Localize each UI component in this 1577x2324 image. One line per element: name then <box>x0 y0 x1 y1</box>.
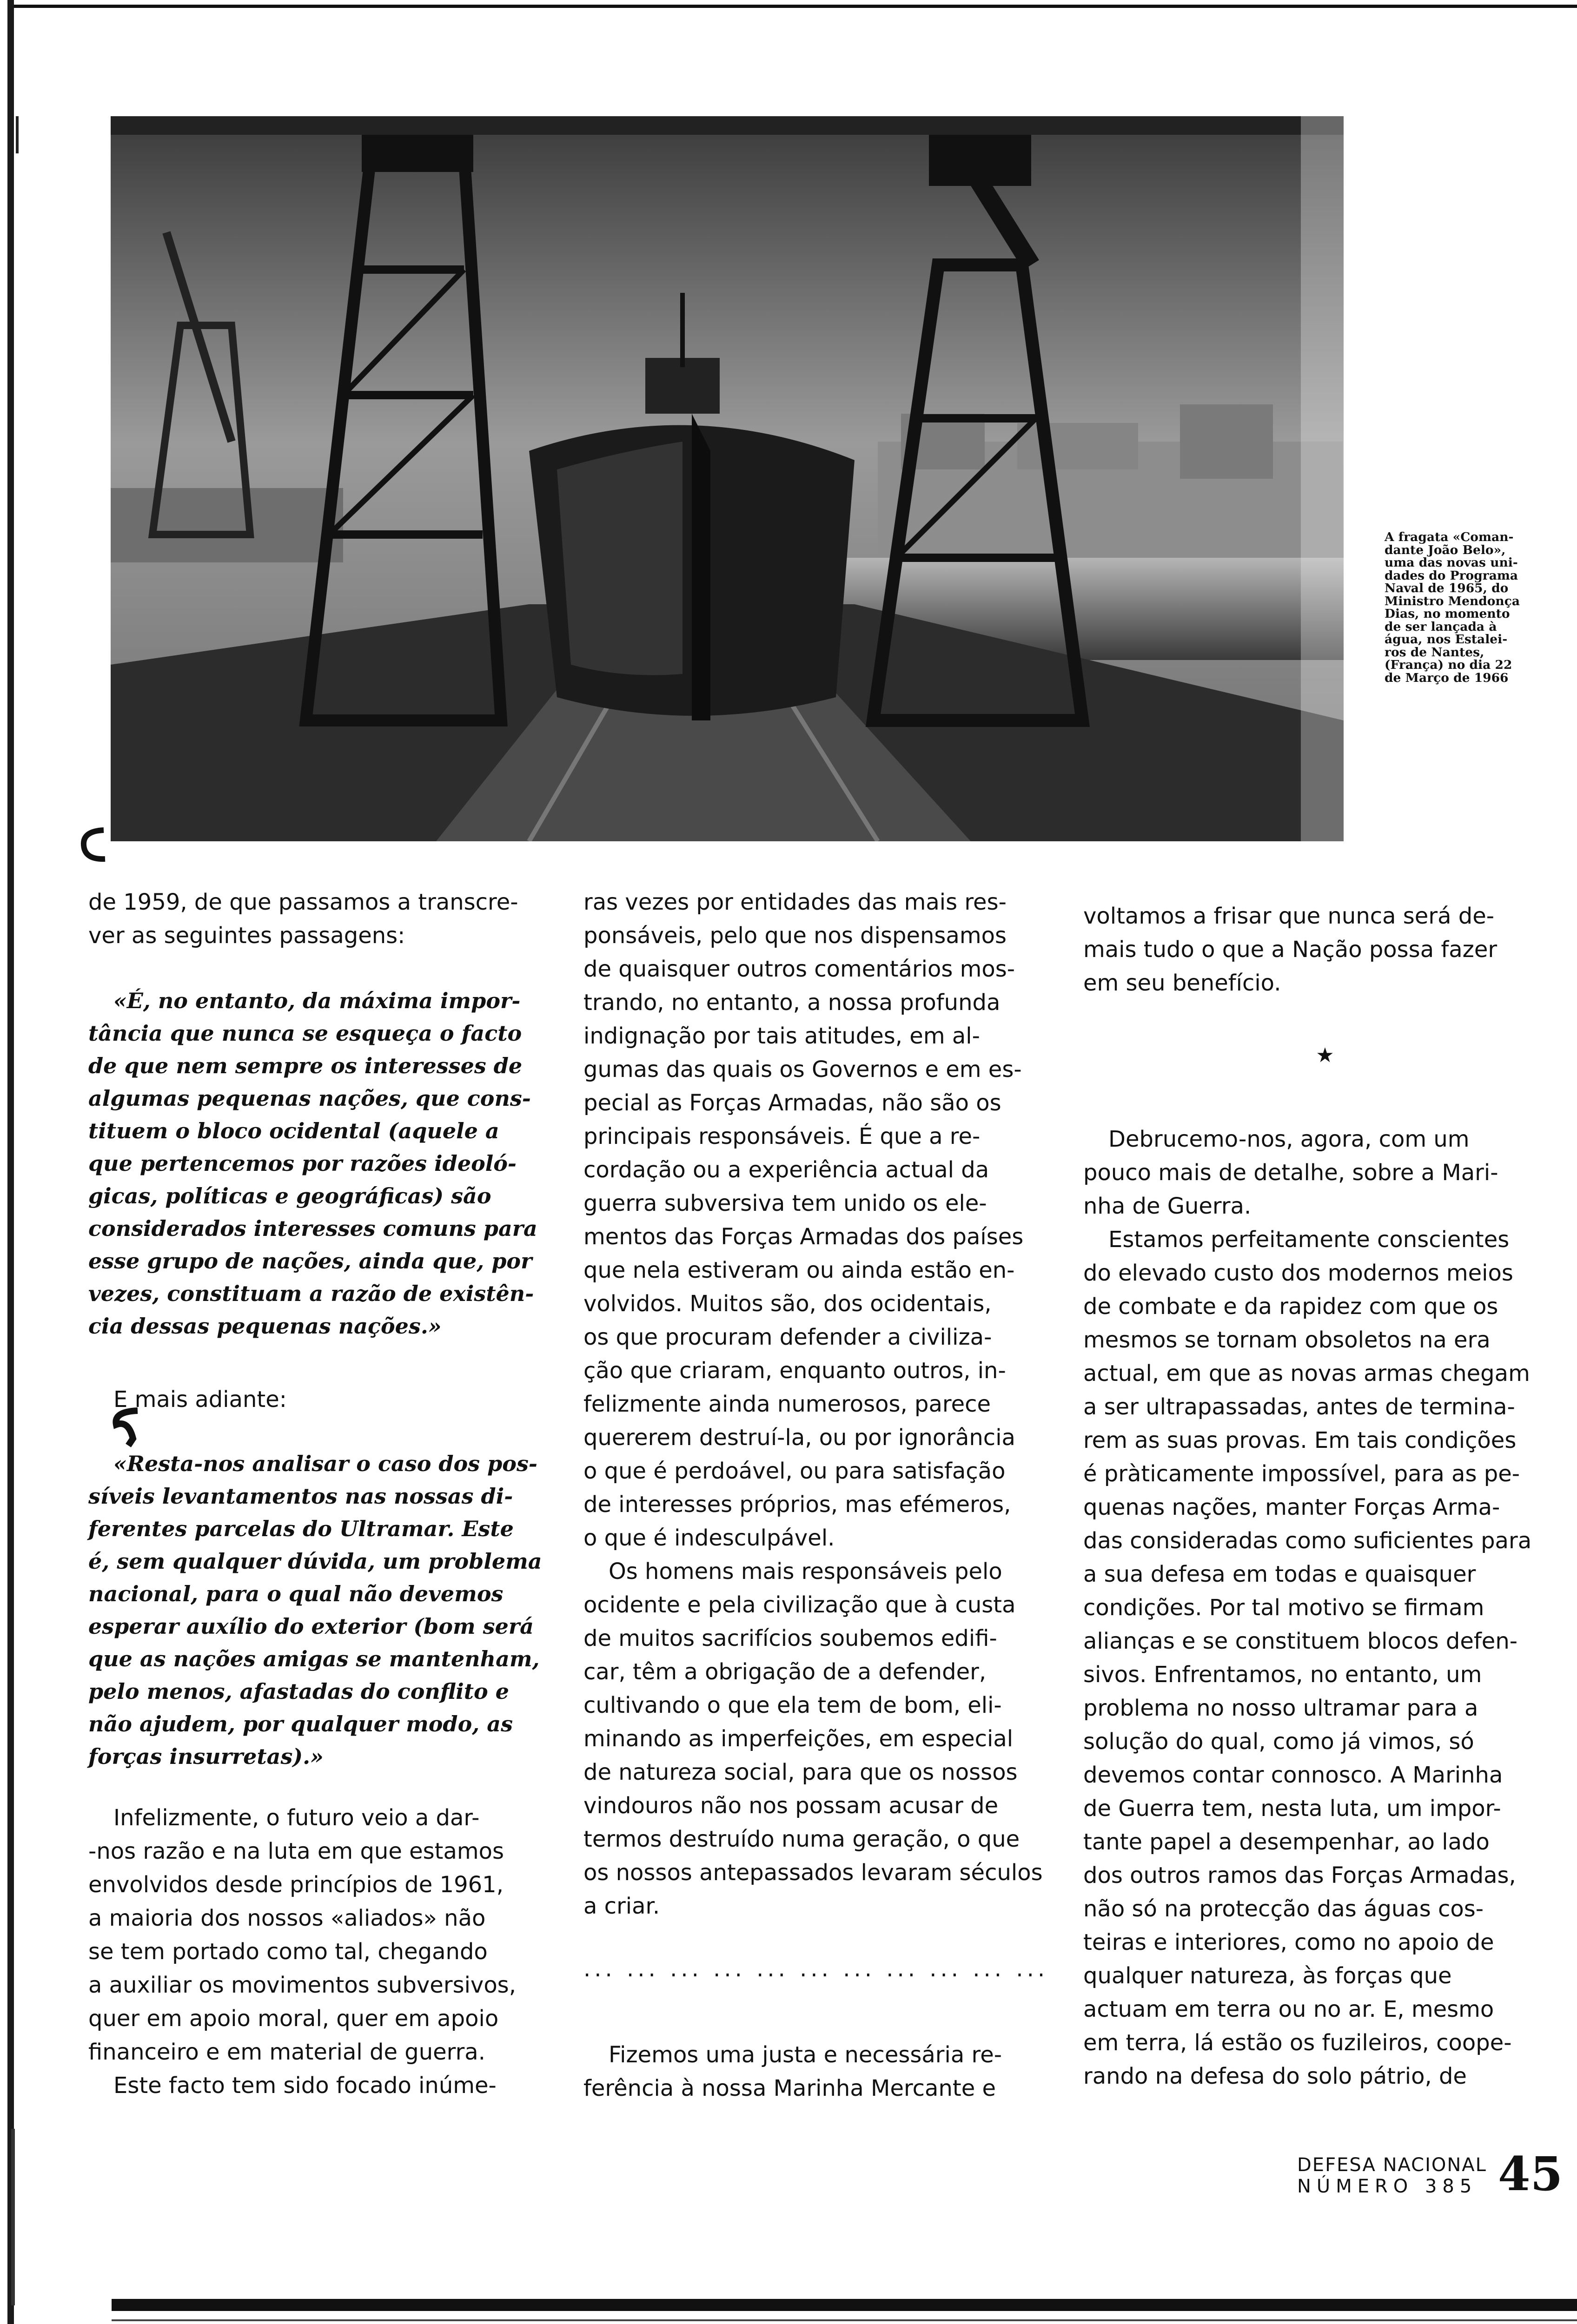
text-line: quer em apoio moral, quer em apoio <box>88 2006 499 2032</box>
text-column-1 <box>88 885 563 952</box>
text-line: é pràticamente impossível, para as pe- <box>1083 1461 1520 1487</box>
text-line: minando as imperfeições, em especial <box>583 1726 1014 1752</box>
text-line: de 1959, de que passamos a transcre- <box>88 889 518 915</box>
bottom-rule <box>112 2299 1577 2311</box>
text-line: car, têm a obrigação de a defender, <box>583 1659 987 1685</box>
text-line: sivos. Enfrentamos, no entanto, um <box>1083 1662 1482 1688</box>
text-line: trando, no entanto, a nossa profunda <box>583 990 1001 1016</box>
text-line: Estamos perfeitamente conscientes <box>1108 1227 1510 1253</box>
caption-line: Naval de 1965, do <box>1385 581 1509 595</box>
text-line: dos outros ramos das Forças Armadas, <box>1083 1862 1516 1888</box>
margin-mark-icon <box>78 826 111 864</box>
text-line: Fizemos uma justa e necessária re- <box>609 2042 1002 2068</box>
text-line: de Guerra tem, nesta luta, um impor- <box>1083 1796 1501 1822</box>
text-line: actuam em terra ou no ar. E, mesmo <box>1083 1996 1494 2022</box>
quote-line: vezes, constituam a razão de existên- <box>88 1281 534 1306</box>
text-line: quenas nações, manter Forças Arma- <box>1083 1494 1500 1520</box>
text-line: de muitos sacrifícios soubemos edifi- <box>583 1625 997 1651</box>
text-line: a ser ultrapassadas, antes de termina- <box>1083 1394 1515 1420</box>
text-line: a sua defesa em todas e quaisquer <box>1083 1561 1476 1587</box>
page-edge-mark <box>11 2129 15 2305</box>
text-line: cordação ou a experiência actual da <box>583 1157 989 1183</box>
quote-line: forças insurretas).» <box>88 1744 324 1769</box>
caption-line: Ministro Mendonça <box>1385 594 1520 608</box>
text-line: os que procuram defender a civiliza- <box>583 1324 992 1350</box>
text-line: pecial as Forças Armadas, não são os <box>583 1090 1001 1116</box>
text-line: tante papel a desempenhar, ao lado <box>1083 1829 1490 1855</box>
text-line: volvidos. Muitos são, dos ocidentais, <box>583 1291 992 1317</box>
text-line: mais tudo o que a Nação possa fazer <box>1083 937 1497 963</box>
text-column-1-final <box>88 1801 563 2102</box>
quote-line: pelo menos, afastadas do conflito e <box>88 1679 509 1704</box>
text-line: guerra subversiva tem unido os ele- <box>583 1190 987 1216</box>
quote-line: considerados interesses comuns para <box>88 1216 537 1241</box>
text-line: cultivando o que ela tem de bom, eli- <box>583 1692 1002 1718</box>
quote-line: algumas pequenas nações, que cons- <box>88 1086 531 1111</box>
quote-block-1 <box>88 984 563 1342</box>
text-line: rando na defesa do solo pátrio, de <box>1083 2063 1467 2089</box>
text-line: Debrucemo-nos, agora, com um <box>1108 1126 1470 1152</box>
text-line: ocidente e pela civilização que à custa <box>583 1592 1016 1618</box>
text-line: ras vezes por entidades das mais res- <box>583 889 1007 915</box>
text-line: Infelizmente, o futuro veio a dar- <box>113 1805 480 1831</box>
text-column-1-continued <box>88 1383 563 1416</box>
text-line: E mais adiante: <box>113 1386 287 1413</box>
quote-line: «Resta-nos analisar o caso dos pos- <box>113 1451 537 1476</box>
text-line: indignação por tais atitudes, em al- <box>583 1023 980 1049</box>
text-line: o que é perdoável, ou para satisfação <box>583 1458 1006 1484</box>
text-line: -nos razão e na luta em que estamos <box>88 1838 504 1864</box>
ellipsis-line: ... ... ... ... ... ... ... ... ... ... ... <box>583 1956 1049 1982</box>
text-line: do elevado custo dos modernos meios <box>1083 1260 1513 1286</box>
caption-line: de Março de 1966 <box>1385 670 1509 685</box>
quote-line: ferentes parcelas do Ultramar. Este <box>88 1516 514 1541</box>
bottom-rule-thin <box>112 2319 1577 2321</box>
page-edge-mark <box>16 116 19 153</box>
text-line: felizmente ainda numerosos, parece <box>583 1391 991 1417</box>
text-line: mesmos se tornam obsoletos na era <box>1083 1327 1491 1353</box>
caption-line: ros de Nantes, <box>1385 645 1484 660</box>
caption-line: Dias, no momento <box>1385 607 1510 621</box>
magazine-name: DEFESA NACIONAL <box>1297 2154 1487 2176</box>
issue-number: NÚMERO 385 <box>1297 2176 1478 2197</box>
quote-line: não ajudem, por qualquer modo, as <box>88 1711 513 1736</box>
page-number: 45 <box>1498 2146 1563 2201</box>
quote-line: cia dessas pequenas nações.» <box>88 1314 442 1339</box>
text-line: não só na protecção das águas cos- <box>1083 1896 1484 1922</box>
caption-line: A fragata «Coman- <box>1385 530 1514 544</box>
text-line: gumas das quais os Governos e em es- <box>583 1056 1022 1083</box>
quote-line: que pertencemos por razões ideoló- <box>88 1151 517 1176</box>
quote-line: síveis levantamentos nas nossas di- <box>88 1484 513 1509</box>
quote-block-2 <box>88 1447 563 1773</box>
page-edge-shadow <box>7 0 14 2324</box>
text-line: pouco mais de detalhe, sobre a Mari- <box>1083 1160 1498 1186</box>
text-line: os nossos antepassados levaram séculos <box>583 1860 1043 1886</box>
caption-line: de ser lançada à <box>1385 619 1497 634</box>
section-divider <box>1083 1039 1567 1072</box>
text-line: quererem destruí-la, ou por ignorância <box>583 1425 1015 1451</box>
page-footer <box>1297 2146 1563 2201</box>
text-line: actual, em que as novas armas chegam <box>1083 1360 1530 1386</box>
text-line: que nela estiveram ou ainda estão en- <box>583 1257 1015 1283</box>
quote-line: que as nações amigas se mantenham, <box>88 1646 540 1671</box>
quote-line: gicas, políticas e geográficas) são <box>88 1183 491 1208</box>
text-line: condições. Por tal motivo se firmam <box>1083 1595 1484 1621</box>
text-line: ferência à nossa Marinha Mercante e <box>583 2075 996 2101</box>
text-line: principais responsáveis. É que a re- <box>583 1123 981 1149</box>
quote-line: tituem o bloco ocidental (aquele a <box>88 1118 499 1143</box>
margin-pencil-mark <box>78 824 111 874</box>
text-line: problema no nosso ultramar para a <box>1083 1695 1478 1721</box>
text-line: de interesses próprios, mas efémeros, <box>583 1492 1011 1518</box>
quote-line: esse grupo de nações, ainda que, por <box>88 1248 532 1274</box>
quote-line: de que nem sempre os interesses de <box>88 1053 523 1078</box>
text-line: devemos contar connosco. A Marinha <box>1083 1762 1503 1788</box>
star-icon: ★ <box>1316 1043 1334 1067</box>
photo-caption <box>1385 531 1552 684</box>
quote-line: esperar auxílio do exterior (bom será <box>88 1614 534 1639</box>
text-line: em terra, lá estão os fuzileiros, coope- <box>1083 2030 1512 2056</box>
quote-line: «É, no entanto, da máxima impor- <box>113 988 521 1013</box>
text-column-3 <box>1083 899 1567 1000</box>
top-rule <box>14 5 1577 8</box>
quote-line: tância que nunca se esqueça o facto <box>88 1021 522 1046</box>
caption-line: dante João Belo», <box>1385 542 1506 557</box>
text-line: mentos das Forças Armadas dos países <box>583 1224 1024 1250</box>
text-line: se tem portado como tal, chegando <box>88 1939 488 1965</box>
text-line: vindouros não nos possam acusar de <box>583 1793 999 1819</box>
text-line: financeiro e em material de guerra. <box>88 2039 485 2065</box>
frigate-launch-photo <box>111 116 1344 841</box>
caption-line: (França) no dia 22 <box>1385 658 1512 672</box>
caption-line: dades do Programa <box>1385 568 1518 583</box>
text-line: teiras e interiores, como no apoio de <box>1083 1929 1494 1955</box>
text-line: qualquer natureza, às forças que <box>1083 1963 1452 1989</box>
text-line: solução do qual, como já vimos, só <box>1083 1729 1474 1755</box>
text-column-3-continued <box>1083 1122 1567 2093</box>
text-line: envolvidos desde princípios de 1961, <box>88 1872 504 1898</box>
text-line: a criar. <box>583 1893 660 1919</box>
dotted-separator <box>583 1952 1058 1986</box>
text-line: voltamos a frisar que nunca será de- <box>1083 903 1495 929</box>
quote-line: nacional, para o qual não devemos <box>88 1581 504 1606</box>
text-line: de quaisquer outros comentários mos- <box>583 956 1015 982</box>
text-line: ver as seguintes passagens: <box>88 923 405 949</box>
text-line: o que é indesculpável. <box>583 1525 835 1551</box>
text-line: a maioria dos nossos «aliados» não <box>88 1905 486 1931</box>
quote-line: é, sem qualquer dúvida, um problema <box>88 1549 542 1574</box>
text-line: alianças e se constituem blocos defen- <box>1083 1628 1518 1654</box>
text-line: em seu benefício. <box>1083 970 1281 996</box>
text-line: termos destruído numa geração, o que <box>583 1826 1020 1852</box>
text-line: das consideradas como suficientes para <box>1083 1528 1532 1554</box>
text-line: Os homens mais responsáveis pelo <box>609 1558 1002 1585</box>
text-column-2-final <box>583 2038 1058 2105</box>
text-line: nha de Guerra. <box>1083 1193 1252 1219</box>
text-line: de natureza social, para que os nossos <box>583 1759 1018 1785</box>
text-line: de combate e da rapidez com que os <box>1083 1294 1498 1320</box>
caption-line: água, nos Estalei- <box>1385 632 1508 647</box>
text-line: a auxiliar os movimentos subversivos, <box>88 1972 516 1998</box>
text-column-2 <box>583 885 1058 1923</box>
text-line: ção que criaram, enquanto outros, in- <box>583 1358 1006 1384</box>
caption-line: uma das novas uni- <box>1385 555 1518 570</box>
text-line: Este facto tem sido focado inúme- <box>113 2073 497 2099</box>
text-line: ponsáveis, pelo que nos dispensamos <box>583 923 1007 949</box>
text-line: rem as suas provas. Em tais condições <box>1083 1427 1517 1453</box>
frigate-launch-image <box>111 116 1344 841</box>
